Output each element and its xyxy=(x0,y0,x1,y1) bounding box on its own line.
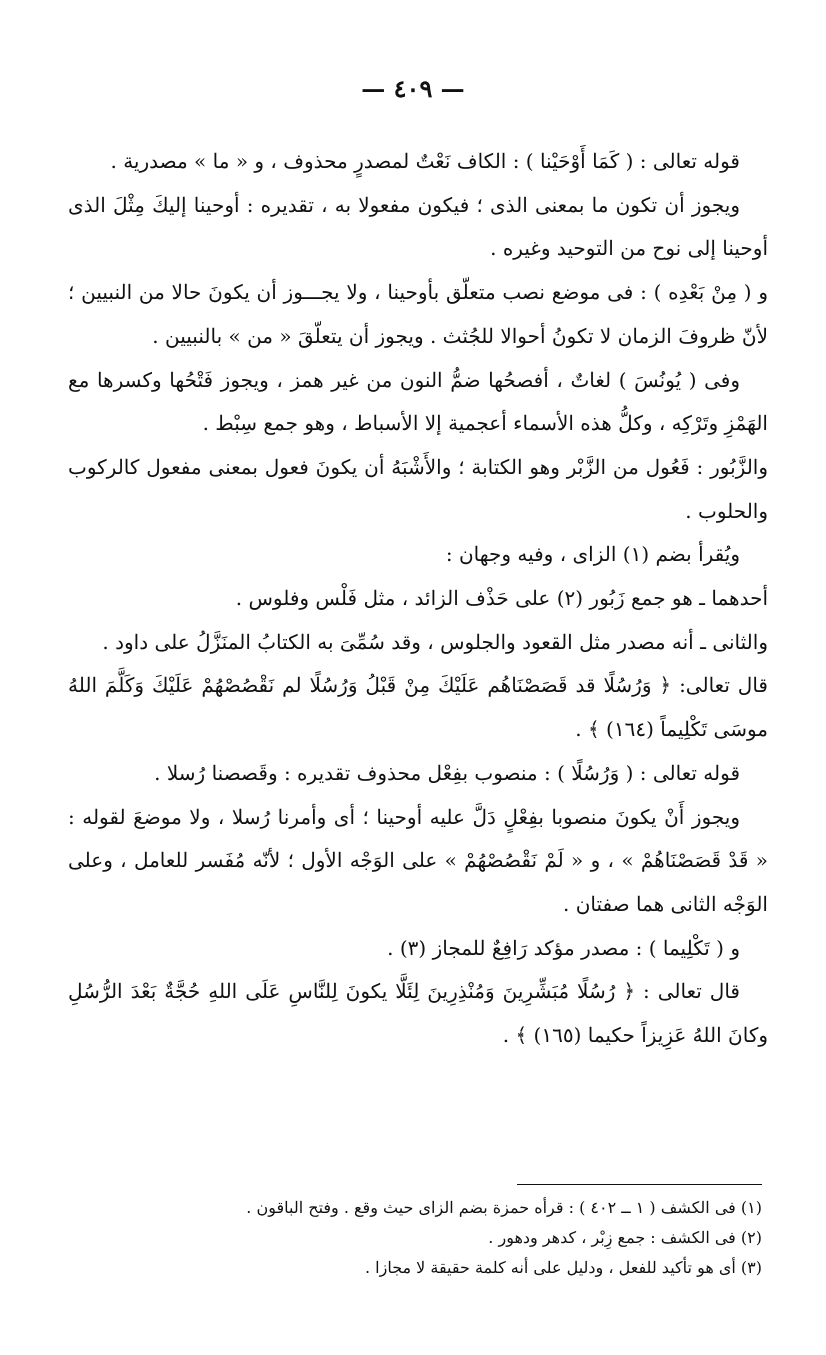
paragraph: والزَّبُور : فَعُول من الزَّبْر وهو الكتابة ؛ والأَشْبَهُ أن يكونَ فعول بمعنى مفعول كالركوب والحلوب . xyxy=(68,454,769,523)
footnote: (١) فى الكشف ( ١ ــ ٤٠٢ ) : قرأه حمزة بضم الزاى حيث وقع . وفتح الباقون . xyxy=(246,1198,762,1217)
quran-verse: قال تعالى : ﴿ رُسُلًا مُبَشِّرِينَ وَمُنْذِرِينَ لِئَلَّا يكونَ لِلنَّاسِ عَلَى اللهِ حُجَّةٌ بَعْدَ الرُّسُلِ وكانَ اللهُ عَزِيزاً حكيما (١٦٥) ﴾ . xyxy=(68,979,768,1048)
paragraph: و ( تَكْلِيما ) : مصدر مؤكد رَافِعٌ للمجاز (٣) . xyxy=(387,935,740,960)
paragraph: أحدهما ـ هو جمع زَبُور (٢) على حَذْف الزائد ، مثل فَلْس وفلوس . xyxy=(235,586,768,611)
footnote: (٢) فى الكشف : جمع زِبْر ، كدهر ودهور . xyxy=(488,1228,762,1247)
quran-verse: قال تعالى: ﴿ وَرُسُلًا قد قَصَصْنَاهُم عَلَيْكَ مِنْ قَبْلُ وَرُسُلًا لم نَقْصُصْهُمْ عَلَيْكَ وَكَلَّمَ اللهُ موسَى تَكْلِيماً (١٦٤) ﴾ . xyxy=(68,673,768,742)
paragraph: ويجوز أن تكون ما بمعنى الذى ؛ فيكون مفعولا به ، تقديره : أوحينا إليكَ مِثْلَ الذى أوحينا إلى نوح من التوحيد وغيره . xyxy=(68,192,768,261)
paragraph: ويُقرأ بضم (١) الزاى ، وفيه وجهان : xyxy=(445,542,740,567)
footnote: (٣) أى هو تأكيد للفعل ، ودليل على أنه كلمة حقيقة لا مجازا . xyxy=(364,1258,762,1277)
paragraph: قوله تعالى : ( وَرُسُلًا ) : منصوب بفِعْل محذوف تقديره : وقَصصنا رُسلا . xyxy=(154,760,740,785)
footnotes xyxy=(170,1193,762,1283)
paragraph: وفى ( يُونُسَ ) لغاتٌ ، أفصحُها ضمُّ النون من غير همز ، ويجوز فَتْحُها وكسرها مع الهَمْزِ وتَرْكِه ، وكلُّ هذه الأسماء أعجمية إلا الأسباط ، وهو جمع سِبْط . xyxy=(68,367,768,436)
paragraph: و ( مِنْ بَعْدِه ) : فى موضع نصب متعلّق بأوحينا ، ولا يجـــوز أن يكونَ حالا من النبيين ؛ لأنّ ظروفَ الزمان لا تكونُ أحوالا للجُثث . ويجوز أن يتعلّقَ « من » بالنبيين . xyxy=(68,280,768,348)
page-number: — ٤٠٩ — xyxy=(361,74,465,103)
paragraph: ويجوز أَنْ يكونَ منصوبا بفِعْلٍ دَلَّ عليه أوحينا ؛ أى وأمرنا رُسلا ، ولا موضعَ لقوله : « قَدْ قَصَصْنَاهُمْ » ، و « لَمْ نَقْصُصْهُمْ » على الوَجْه الأول ؛ لأنّه مُفَسر للعامل ، وعلى الوَجْه الثانى هما صفتان . xyxy=(68,804,768,916)
paragraph: والثانى ـ أنه مصدر مثل القعود والجلوس ، وقد سُمِّىَ به الكتابُ المنَزَّلُ على داود . xyxy=(102,629,768,654)
footnote-divider xyxy=(517,1184,762,1185)
main-text xyxy=(68,140,768,1058)
paragraph: قوله تعالى : ( كَمَا أَوْحَيْنا ) : الكاف نَعْتٌ لمصدرٍ محذوف ، و « ما » مصدرية . xyxy=(110,149,740,173)
